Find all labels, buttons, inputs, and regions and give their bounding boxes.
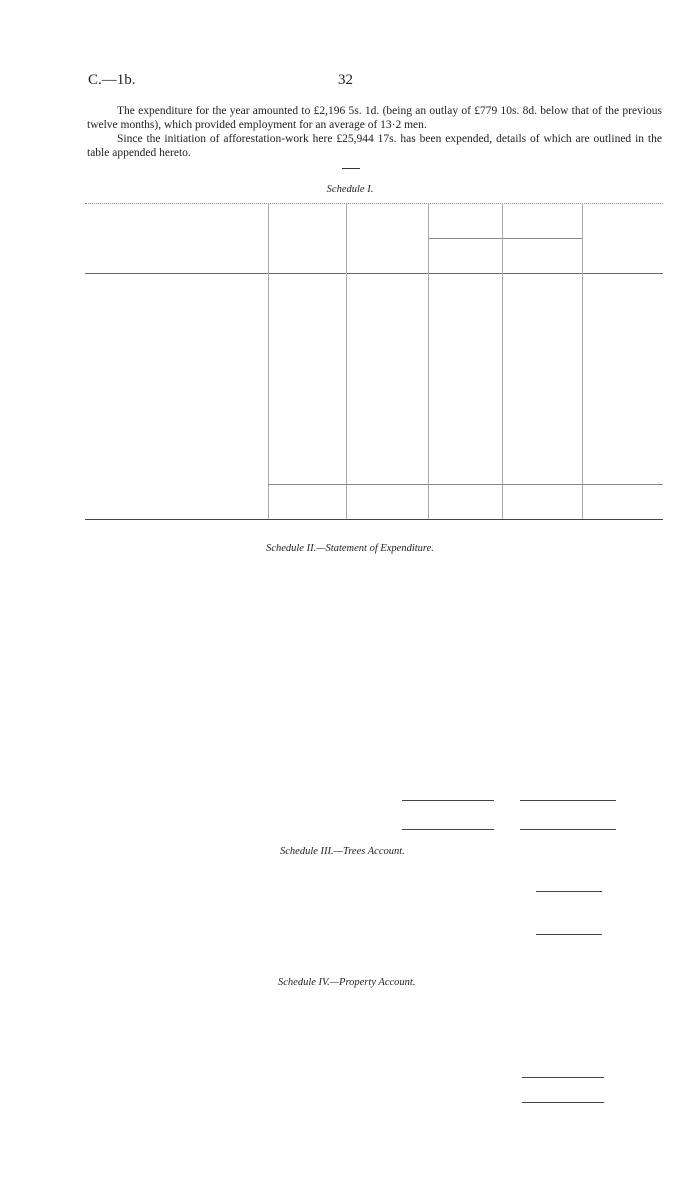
column-divider	[502, 203, 503, 519]
trees-total-rule	[536, 934, 602, 935]
trees-subtotal-rule	[536, 891, 602, 892]
property-sum-rule	[522, 1077, 604, 1078]
column-divider	[346, 203, 347, 519]
property-total-rule	[522, 1102, 604, 1103]
header-bottom-rule	[85, 273, 663, 274]
page-number: 32	[338, 72, 353, 88]
column-divider	[428, 203, 429, 519]
temperature-rule	[428, 238, 582, 239]
table-bottom-rule	[85, 519, 663, 520]
intro-paragraph-1: The expenditure for the year amounted to £2,196 5s. 1d. (being an outlay of £779 10s. 8d. below that of the previous twelve months), which provided employment for an average of 13·2 men.	[87, 105, 662, 131]
column-divider	[582, 203, 583, 519]
schedule1-title: Schedule I.	[326, 184, 374, 195]
for-year-sum-rule	[402, 800, 494, 801]
schedule4-title: Schedule IV.—Property Account.	[278, 977, 416, 988]
table-top-rule	[85, 203, 663, 204]
to-date-sum-rule	[520, 800, 616, 801]
to-date-total-rule	[520, 829, 616, 830]
totals-rule	[268, 484, 663, 485]
intro-paragraph-2: Since the initiation of afforestation-work here £25,944 17s. has been expended, details of which are outlined in the table appended hereto.	[87, 133, 662, 159]
schedule2-title: Schedule II.—Statement of Expenditure.	[266, 543, 434, 554]
for-year-total-rule	[402, 829, 494, 830]
section-rule	[342, 168, 360, 169]
column-divider	[268, 203, 269, 519]
schedule3-title: Schedule III.—Trees Account.	[280, 846, 405, 857]
document-reference: C.—1b.	[88, 72, 136, 88]
